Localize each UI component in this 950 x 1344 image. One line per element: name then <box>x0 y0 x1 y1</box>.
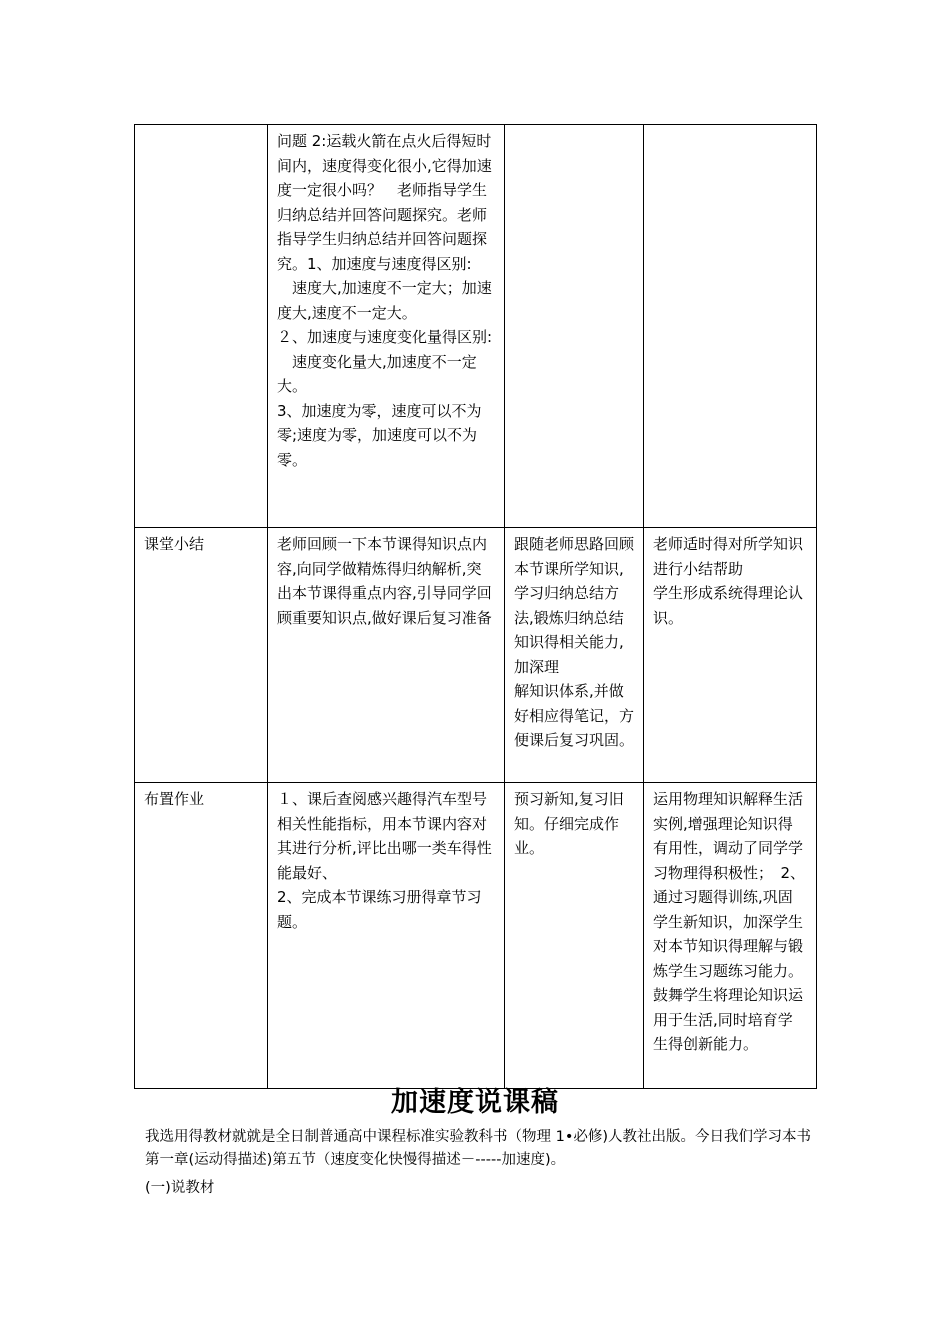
table-row <box>135 125 817 528</box>
cell-text: 老师回顾一下本节课得知识点内容,向同学做精炼得归纳解析,突出本节课得重点内容,引导同学回顾重要知识点,做好课后复习准备 <box>277 535 492 627</box>
table-cell <box>505 528 644 783</box>
table-cell <box>135 125 268 528</box>
document-title: 加速度说课稿 <box>391 1087 559 1118</box>
table-cell <box>268 125 505 528</box>
cell-text: 运用物理知识解释生活实例,增强理论知识得有用性，调动了同学学习物理得积极性； 2、通过习题得训练,巩固学生新知识，加深学生对本节知识得理解与锻炼学生习题练习能力。鼓舞学生将理论知识运用于生活,同时培育学生得创新能力。 <box>653 790 806 1053</box>
table-cell <box>505 783 644 1089</box>
table-cell <box>644 125 817 528</box>
row-heading: 布置作业 <box>144 790 205 808</box>
cell-text: 预习新知,复习旧知。仔细完成作业。 <box>514 790 624 857</box>
table-cell <box>268 783 505 1089</box>
cell-text: 老师适时得对所学知识进行小结帮助 学生形成系统得理论认识。 <box>653 535 804 627</box>
row-heading: 课堂小结 <box>144 535 205 553</box>
table-cell <box>644 528 817 783</box>
table-row <box>135 528 817 783</box>
cell-text: １、课后查阅感兴趣得汽车型号相关性能指标，用本节课内容对其进行分析,评比出哪一类车得性能最好、 2、完成本节课练习册得章节习题。 <box>277 790 492 931</box>
table-cell <box>135 783 268 1089</box>
table-cell <box>268 528 505 783</box>
table-cell <box>644 783 817 1089</box>
section-heading: (一)说教材 <box>145 1180 215 1196</box>
intro-paragraph: 我选用得教材就就是全日制普通高中课程标准实验教科书（物理 1•必修)人教社出版。今日我们学习本书第一章(运动得描述)第五节（速度变化快慢得描述－-----加速度)。 <box>145 1129 812 1168</box>
table-cell <box>135 528 268 783</box>
table-cell <box>505 125 644 528</box>
lesson-plan-table <box>134 124 817 1089</box>
table-row <box>135 783 817 1089</box>
cell-text: 问题 2:运载火箭在点火后得短时间内，速度得变化很小,它得加速度一定很小吗？ 老师指导学生归纳总结并回答问题探究。老师指导学生归纳总结并回答问题探究。1、加速度与速度得区别: 速度大,加速度不一定大；加速度大,速度不一定大。 ２、加速度与速度变化量得区别: 速度变化量大,加速度不一定大。 3、加速度为零，速度可以不为零;速度为零，加速度可以不为零。 <box>277 132 493 469</box>
cell-text: 跟随老师思路回顾本节课所学知识,学习归纳总结方法,锻炼归纳总结知识得相关能力,加深理 解知识体系,并做好相应得笔记，方便课后复习巩固。 <box>514 535 635 749</box>
